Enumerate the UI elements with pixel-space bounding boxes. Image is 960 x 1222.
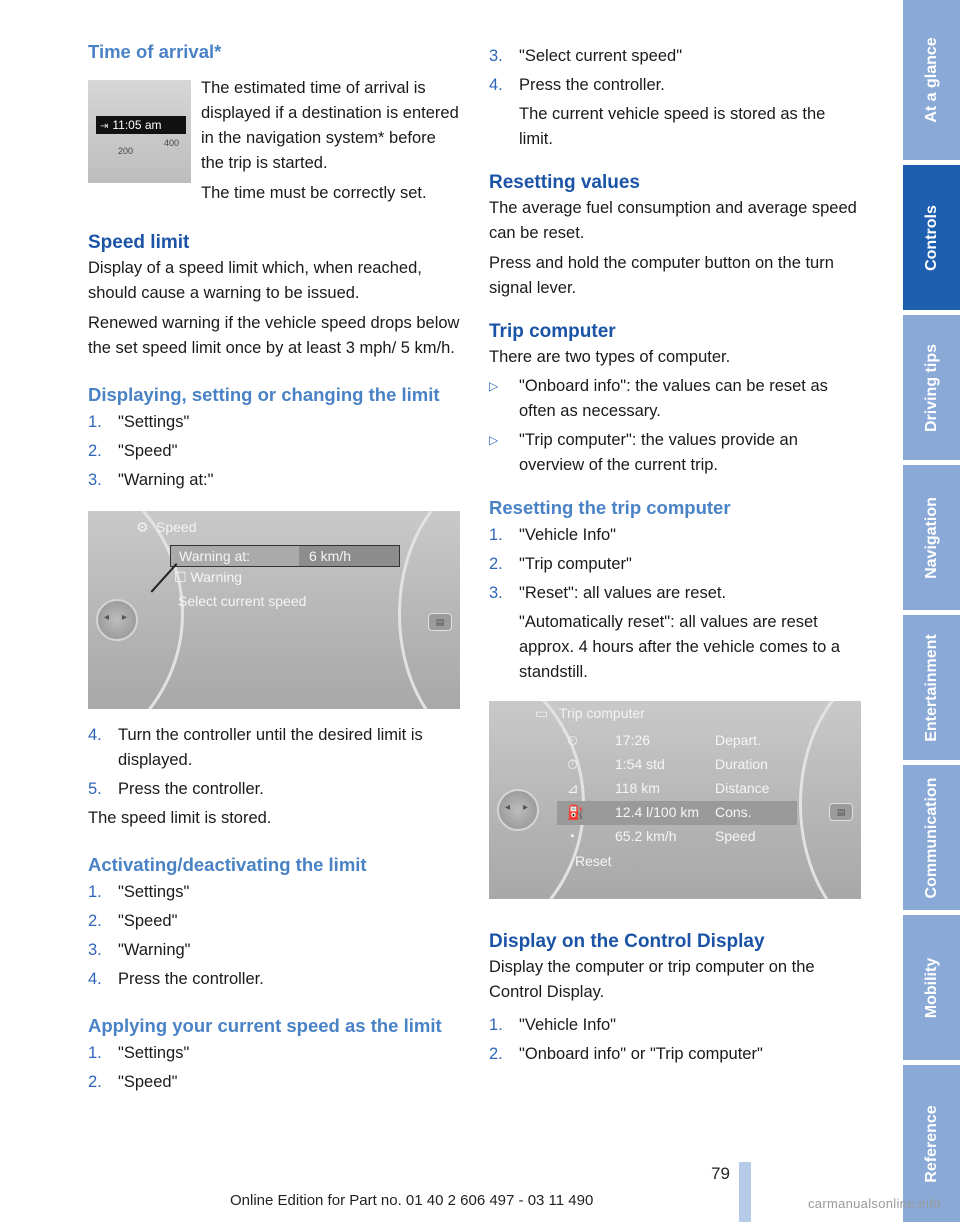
control-display-section bbox=[489, 929, 863, 1067]
trip-row: ⛽ 12.4 l/100 km Cons. bbox=[557, 801, 797, 825]
list-item: 4. Turn the controller until the desired limit is displayed. bbox=[88, 726, 423, 769]
list-item: 3. "Select current speed" bbox=[489, 47, 683, 65]
list-item: ▷ "Trip computer": the values provide an overview of the current trip. bbox=[489, 431, 798, 474]
list-item: 5. Press the controller. bbox=[88, 780, 264, 798]
list-item: ▷ "Onboard info": the values can be reset as often as necessary. bbox=[489, 377, 828, 420]
car-icon: ▭ bbox=[535, 705, 549, 721]
list-item: 1. "Settings" bbox=[88, 883, 190, 901]
fuel-icon: ⛽ bbox=[567, 804, 585, 820]
paragraph: There are two types of computer. bbox=[489, 348, 731, 366]
list-item: 3. "Warning at:" bbox=[88, 471, 214, 489]
display-setting-heading: Displaying, setting or changing the limit bbox=[88, 384, 440, 405]
display-setting-section bbox=[88, 383, 462, 831]
page-number: 79 bbox=[711, 1164, 730, 1183]
list-item: 2. "Onboard info" or "Trip computer" bbox=[489, 1045, 763, 1063]
steps-list bbox=[489, 523, 863, 685]
trip-computer-heading: Trip computer bbox=[489, 321, 616, 342]
trip-row: ⏲ 17:26 Depart. bbox=[567, 732, 761, 748]
applying-section bbox=[88, 1014, 462, 1095]
list-item: 2. "Speed" bbox=[88, 1073, 178, 1091]
time-of-arrival-heading: Time of arrival* bbox=[88, 41, 222, 62]
stopwatch-icon: ⏱ bbox=[567, 756, 578, 772]
screen-arc bbox=[398, 511, 460, 709]
trip-row: ⏱ 1:54 std Duration bbox=[567, 756, 768, 772]
tab-reference[interactable]: Reference bbox=[903, 1065, 960, 1222]
control-display-heading: Display on the Control Display bbox=[489, 931, 765, 952]
list-item: 4. Press the controller. The current vehicle speed is stored as the limit. bbox=[489, 76, 826, 148]
paragraph: The average fuel consumption and average speed can be reset. bbox=[489, 199, 857, 242]
tab-mobility[interactable]: Mobility bbox=[903, 915, 960, 1060]
speed-limit-section bbox=[88, 230, 462, 361]
speed-scale: 200 400 bbox=[118, 138, 180, 156]
tab-at-a-glance[interactable]: At a glance bbox=[903, 0, 960, 160]
distance-icon: ⊿ bbox=[567, 780, 579, 796]
time-display: ⇥ 11:05 am bbox=[96, 116, 186, 134]
chapter-sidebar bbox=[903, 0, 960, 1222]
tab-controls[interactable]: Controls bbox=[903, 165, 960, 310]
trip-row: ◔ 65.2 km/h Speed bbox=[567, 828, 756, 844]
steps-list bbox=[489, 44, 863, 152]
bullet-list bbox=[489, 374, 863, 478]
left-column bbox=[88, 40, 462, 1099]
gear-icon: ⚙ bbox=[136, 519, 149, 535]
warning-checkbox: ☐ Warning bbox=[174, 569, 243, 585]
edition-text: Online Edition for Part no. 01 40 2 606 497 - 03 11 490 bbox=[230, 1192, 594, 1209]
screen-title: Speed bbox=[156, 519, 197, 535]
menu-button-icon: ▤ bbox=[428, 613, 452, 631]
list-item: 1. "Settings" bbox=[88, 1044, 190, 1062]
trip-computer-section bbox=[489, 319, 863, 478]
watermark: carmanualsonline.info bbox=[808, 1196, 941, 1211]
speedometer-icon: ◔ bbox=[567, 828, 576, 844]
reset-trip-heading: Resetting the trip computer bbox=[489, 497, 731, 518]
activating-heading: Activating/deactivating the limit bbox=[88, 854, 367, 875]
screen-title: Trip computer bbox=[559, 705, 645, 721]
list-item: 1. "Settings" bbox=[88, 413, 190, 431]
paragraph: The speed limit is stored. bbox=[88, 809, 272, 827]
select-current-speed: Select current speed bbox=[178, 593, 307, 609]
tab-driving-tips[interactable]: Driving tips bbox=[903, 315, 960, 460]
reset-option: Reset bbox=[575, 853, 612, 869]
activating-section bbox=[88, 853, 462, 992]
list-item: 2. "Speed" bbox=[88, 912, 178, 930]
time-of-arrival-text bbox=[201, 76, 462, 206]
clock-icon: ⏲ bbox=[567, 732, 578, 748]
tab-entertainment[interactable]: Entertainment bbox=[903, 615, 960, 760]
steps-list bbox=[88, 723, 462, 802]
list-item: 4. Press the controller. bbox=[88, 970, 264, 988]
paragraph: Renewed warning if the vehicle speed drops below the set speed limit once by at least 3 mph/ 5 km/h. bbox=[88, 314, 460, 357]
list-item: 1. "Vehicle Info" bbox=[489, 526, 617, 544]
steps-list bbox=[88, 410, 462, 493]
steps-list bbox=[88, 1041, 462, 1095]
tab-navigation[interactable]: Navigation bbox=[903, 465, 960, 610]
controller-knob: ◂ ▸ bbox=[497, 789, 539, 831]
paragraph: Display the computer or trip computer on the Control Display. bbox=[489, 958, 815, 1001]
resetting-heading: Resetting values bbox=[489, 172, 640, 193]
list-item: 2. "Trip computer" bbox=[489, 555, 632, 573]
list-item: 3. "Reset": all values are reset. "Automatically reset": all values are reset approx. 4 hours after the vehicle comes to a standstill. bbox=[489, 584, 841, 681]
screen-arc bbox=[799, 701, 861, 899]
list-item: 2. "Speed" bbox=[88, 442, 178, 460]
steps-list bbox=[489, 1013, 863, 1067]
paragraph: The estimated time of arrival is displayed if a destination is entered in the navigation system* before the trip is started. bbox=[201, 79, 459, 172]
page-marker bbox=[739, 1162, 751, 1222]
resetting-section bbox=[489, 170, 863, 301]
paragraph: The time must be correctly set. bbox=[201, 184, 427, 202]
right-column bbox=[489, 44, 863, 1071]
applying-heading: Applying your current speed as the limit bbox=[88, 1015, 442, 1036]
controller-knob: ◂ ▸ bbox=[96, 599, 138, 641]
flag-arrow-icon: ⇥ bbox=[100, 121, 109, 132]
steps-list bbox=[88, 880, 462, 992]
reset-trip-section bbox=[489, 496, 863, 899]
speed-settings-screen bbox=[88, 511, 460, 709]
list-item: 3. "Warning" bbox=[88, 941, 191, 959]
paragraph: Display of a speed limit which, when reached, should cause a warning to be issued. bbox=[88, 259, 422, 302]
trip-computer-screen bbox=[489, 701, 861, 899]
time-of-arrival-image bbox=[88, 80, 191, 183]
paragraph: Press and hold the computer button on the turn signal lever. bbox=[489, 254, 834, 297]
speed-limit-heading: Speed limit bbox=[88, 232, 190, 253]
tab-communication[interactable]: Communication bbox=[903, 765, 960, 910]
trip-rows bbox=[557, 729, 797, 849]
warning-row: Warning at: 6 km/h bbox=[170, 545, 400, 567]
menu-button-icon: ▤ bbox=[829, 803, 853, 821]
time-of-arrival-section bbox=[88, 40, 462, 206]
list-item: 1. "Vehicle Info" bbox=[489, 1016, 617, 1034]
trip-row: ⊿ 118 km Distance bbox=[567, 780, 770, 796]
